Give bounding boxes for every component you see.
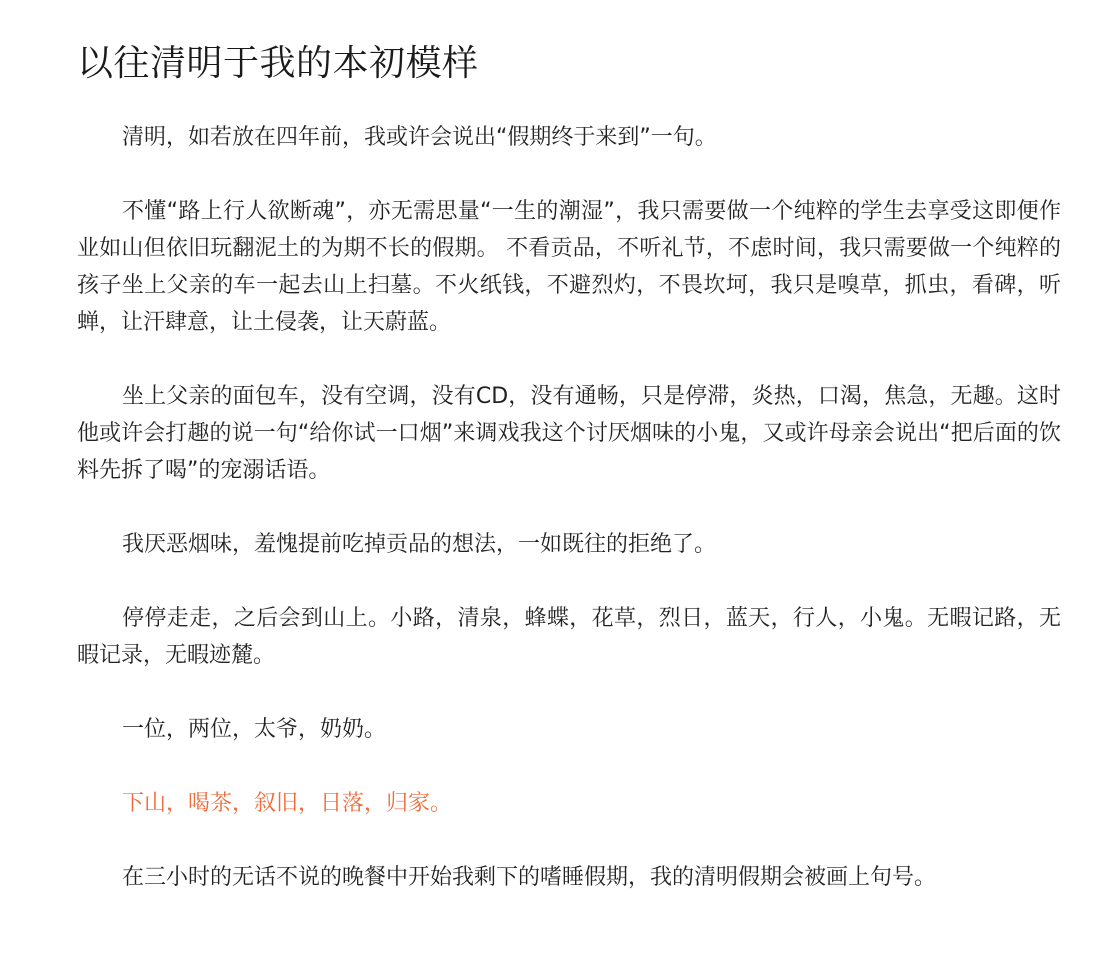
paragraph-2: 不懂“路上行人欲断魂”，亦无需思量“一生的潮湿”，我只需要做一个纯粹的学生去享受这即便作业如山但依旧玩翻泥土的为期不长的假期。 不看贡品，不听礼节，不虑时间，我只需要做一个纯粹的孩子坐上父亲的车一起去山上扫墓。不火纸钱，不避烈灼，不畏坎坷，我只是嗅草，抓虫，看碑，听蝉，让汗肆意，让土侵袭，让天蔚蓝。 xyxy=(77,199,1061,335)
highlighted-paragraph: 下山，喝茶，叙旧，日落，归家。 xyxy=(122,791,453,816)
paragraph-1: 清明，如若放在四年前，我或许会说出“假期终于来到”一句。 xyxy=(122,125,717,150)
paragraph-5: 停停走走，之后会到山上。小路，清泉，蜂蝶，花草，烈日，蓝天，行人，小鬼。无暇记路，无暇记录，无暇迹麓。 xyxy=(77,606,1061,668)
paragraph-4: 我厌恶烟味，羞愧提前吃掉贡品的想法，一如既往的拒绝了。 xyxy=(122,532,717,557)
paragraph-8: 在三小时的无话不说的晚餐中开始我剩下的嗜睡假期，我的清明假期会被画上句号。 xyxy=(122,865,937,890)
paragraph-6: 一位，两位，太爷，奶奶。 xyxy=(122,717,387,742)
paragraph-3: 坐上父亲的面包车，没有空调，没有CD，没有通畅，只是停滞，炎热，口渴，焦急，无趣。这时他或许会打趣的说一句“给你试一口烟”来调戏我这个讨厌烟味的小鬼，又或许母亲会说出“把后面的饮料先拆了喝”的宠溺话语。 xyxy=(77,384,1061,483)
article-title: 以往清明于我的本初模样 xyxy=(77,43,479,84)
